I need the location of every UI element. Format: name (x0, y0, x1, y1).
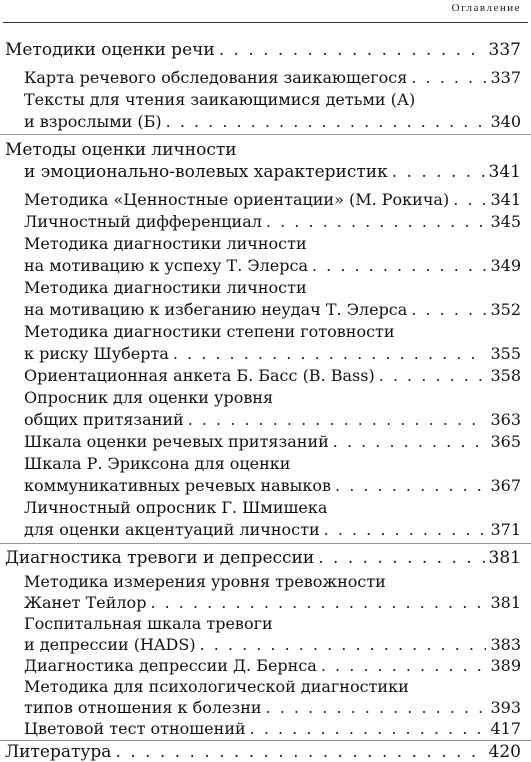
page-number: 341 (488, 162, 521, 182)
leader-dots (266, 211, 487, 233)
page-number: 389 (490, 656, 521, 675)
section-title: Методики оценки речи (5, 40, 215, 60)
toc-section-anxiety[interactable] (5, 548, 521, 568)
page-number: 383 (490, 635, 521, 654)
leader-dots (250, 719, 487, 739)
leader-dots (392, 161, 485, 183)
toc-item[interactable]: и депрессии (HADS) . . . 383 (24, 635, 521, 655)
leader-dots (200, 635, 487, 655)
toc-section-personality[interactable]: Методы оценки личности (5, 140, 237, 160)
leader-dots (411, 299, 486, 321)
page-number: 371 (490, 520, 521, 539)
toc-item[interactable]: коммуникативных речевых навыков . . . 367 (24, 475, 521, 497)
toc-item-line[interactable]: Методика для психологической диагностики (24, 677, 409, 696)
page-number: 337 (488, 40, 521, 60)
toc-item-line[interactable]: Методика диагностики личности (24, 234, 307, 253)
page-number: 358 (490, 366, 521, 385)
page-number: 393 (490, 698, 521, 717)
page-number: 381 (488, 548, 521, 568)
toc-item-line[interactable]: Методика измерения уровня тревожности (24, 572, 386, 591)
page-number: 363 (490, 410, 521, 429)
page-number: 341 (490, 190, 521, 209)
toc-item-line[interactable]: Методика диагностики степени готовности (24, 322, 395, 341)
toc-item[interactable]: Ориентационная анкета Б. Басс (B. Bass) . . . 358 (24, 365, 521, 387)
leader-dots (411, 67, 486, 89)
section-title: Литература (5, 742, 112, 762)
toc-section-literature[interactable] (5, 742, 521, 762)
toc-item[interactable]: Методика «Ценностные ориентации» (М. Рокича) . . . 341 (24, 189, 521, 211)
toc-item[interactable]: на мотивацию к избеганию неудач Т. Элерса . . . 352 (24, 299, 521, 321)
toc-item[interactable]: общих притязаний . . . 363 (24, 409, 521, 431)
running-header (0, 0, 531, 27)
page-number: 355 (490, 344, 521, 363)
leader-dots (219, 39, 485, 61)
toc-item-line[interactable]: Методика диагностики личности (24, 278, 307, 297)
page-number: 420 (488, 742, 521, 762)
toc-item-line[interactable]: Госпитальная шкала тревоги (24, 614, 273, 633)
toc-section-personality-cont[interactable]: и эмоционально-волевых характеристик . . . 341 (24, 161, 521, 183)
toc-item[interactable]: Диагностика депрессии Д. Бернса . . . 389 (24, 656, 521, 676)
leader-dots (115, 742, 484, 762)
toc-item-line[interactable]: Шкала Р. Эриксона для оценки (24, 454, 291, 473)
leader-dots (379, 365, 487, 387)
toc-item[interactable]: Цветовой тест отношений . . . 417 (24, 719, 521, 739)
header-rule (3, 22, 528, 23)
leader-dots (333, 431, 487, 453)
leader-dots (453, 189, 486, 211)
section-title: Диагностика тревоги и депрессии (5, 548, 315, 568)
page-number: 365 (490, 432, 521, 451)
leader-dots (335, 475, 486, 497)
page-number: 337 (490, 68, 521, 87)
leader-dots (312, 255, 486, 277)
toc-item[interactable]: на мотивацию к успеху Т. Элерса . . . 349 (24, 255, 521, 277)
toc-section-speech[interactable] (5, 39, 521, 61)
leader-dots (266, 698, 487, 718)
section-divider (0, 740, 531, 741)
section-divider (0, 543, 531, 544)
toc-item[interactable]: для оценки акцентуаций личности . . . 371 (24, 519, 521, 541)
toc-item[interactable]: Жанет Тейлор . . . 381 (24, 593, 521, 613)
page-number: 417 (490, 719, 521, 738)
leader-dots (318, 548, 484, 568)
toc-item[interactable]: Личностный дифференциал . . . 345 (24, 211, 521, 233)
page-number: 381 (490, 593, 521, 612)
page-number: 345 (490, 212, 521, 231)
page-number: 367 (490, 476, 521, 495)
toc-item[interactable]: типов отношения к болезни . . . 393 (24, 698, 521, 718)
toc-item[interactable]: и взрослыми (Б) . . . 340 (24, 111, 521, 133)
toc-item-line[interactable]: Опросник для оценки уровня (24, 388, 274, 407)
leader-dots (321, 656, 487, 676)
toc-item[interactable]: к риску Шуберта . . . 355 (24, 343, 521, 365)
leader-dots (150, 593, 486, 613)
leader-dots (166, 111, 487, 133)
page-number: 352 (490, 300, 521, 319)
toc-item[interactable]: Карта речевого обследования заикающегося . . . 337 (24, 67, 521, 89)
toc-item-line[interactable]: Тексты для чтения заикающимися детьми (А) (24, 90, 416, 109)
toc-item-line[interactable]: Личностный опросник Г. Шмишека (24, 498, 328, 517)
page-number: 340 (490, 112, 521, 131)
page-number: 349 (490, 256, 521, 275)
leader-dots (173, 343, 487, 365)
leader-dots (324, 519, 487, 541)
header-title: Оглавление (451, 2, 521, 14)
section-divider (0, 134, 531, 135)
leader-dots (188, 409, 487, 431)
toc-item[interactable]: Шкала оценки речевых притязаний . . . 365 (24, 431, 521, 453)
